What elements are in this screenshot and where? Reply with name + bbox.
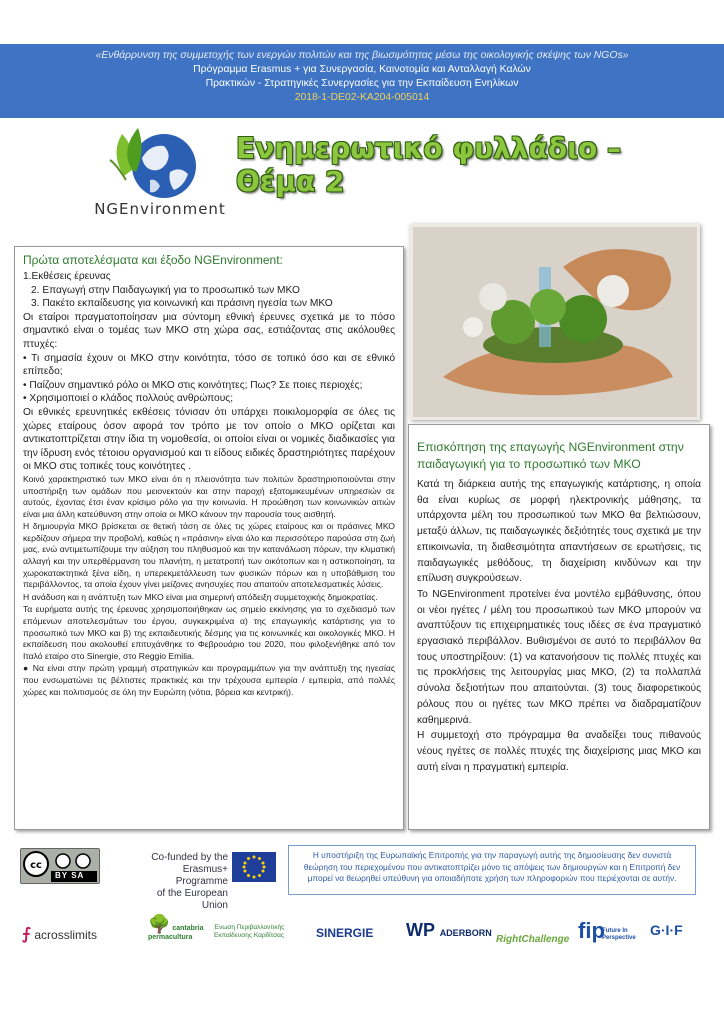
induction-heading: Επισκόπηση της επαγωγής NGEnvironment στην παιδαγωγική για το προσωπικό των ΜΚΟ [417, 440, 684, 471]
program-line-1: Πρόγραμμα Erasmus + για Συνεργασία, Καινοτομία και Ανταλλαγή Καλών [193, 64, 531, 75]
partner-wp-paderborn [406, 920, 492, 941]
paragraph: Το NGEnvironment προτείνει ένα μοντέλο εμβάθυνσης, όπου οι νέοι ηγέτες / μέλη του προσωπικού των ΜΚΟ μπορούν να αναπτύξουν τις επιχειρηματικές τους ιδέες σε ένα πραγματικό εργασιακό περιβάλλον. Βυθισμένοι σε αυτό το περιβάλλον θα τους υποστηρίξουν: (1) να κατανοήσουν τις πολλές πτυχές και τις προκλήσεις της λειτουργίας μιας ΜΚΟ, (2) τα πολλαπλά σύνολα δεξιοτήτων που απαιτούνται. (3) τους διαφορετικούς ρόλους που οι ηγέτες των ΜΚΟ πρέπει να διαδραματίζουν καθημερινά. [417, 588, 701, 726]
partner-name: WP [406, 920, 435, 940]
eu-disclaimer: Η υποστήριξη της Ευρωπαϊκής Επιτροπής για την παραγωγή αυτής της δημοσίευσης δεν συνιστά θεώρηση του περιεχομένου που αντικατοπτρίζει μόνο τις απόψεις των δημιουργών και η Επιτροπή δεν μπορεί να θεωρηθεί υπεύθυνη για οποιαδήποτε χρήση των πληροφοριών που περιέχονται σε αυτήν. [288, 845, 696, 895]
partner-name: RightChallenge [496, 934, 570, 945]
page-title: Ενημερωτικό φυλλάδιο – Θέμα 2 [236, 132, 621, 198]
paragraph: ● Να είναι στην πρώτη γραμμή στρατηγικών και προγραμμάτων για την ανάπτυξη της ηγεσίας που ενσωματώνει τις βέλτιστες πρακτικές και την τρέχουσα εμπειρία / εμπειρία, από πολλές χώρες και πολιτισμούς σε όλη την Ευρώπη (νότια, βόρεια και κεντρική). [23, 663, 395, 697]
bullet-item: • Παίζουν σημαντικό ρόλο οι ΜΚΟ στις κοινότητες; Πως? Σε ποιες περιοχές; [23, 379, 363, 391]
partner-gif [650, 922, 683, 938]
partner-name: acrosslimits [34, 928, 98, 942]
project-code: 2018-1-DE02-KA204-005014 [294, 92, 430, 103]
paragraph: Η συμμετοχή στο πρόγραμμα θα αναδείξει τους πιθανούς νέους ηγέτες σε πολλές πτυχές της διαχείρισης μιας ΜΚΟ και αυτή είναι η πραγματική εμπειρία. [417, 730, 701, 773]
list-item: 3. Πακέτο εκπαίδευσης για κοινωνική και πράσινη ηγεσία των ΜΚΟ [31, 298, 333, 310]
paragraph: Κατά τη διάρκεια αυτής της επαγωγικής κατάρτισης, η οποία θα είναι κυρίως σε μορφή ηλεκτρονικής μάθησης, τα υπάρχοντα μέλη του προσωπικού των ΜΚΟ θα βελτιώσουν, μεταξύ άλλων, τις παιδαγωγικές δεξιότητές τους σχετικά με την επικοινωνία, τη διαθεσιμότητα απαντήσεων σε ερωτήσεις, τις παιδαγωγικές μεθόδους, τη διαχείριση κινδύνων και την επίλυση συγκρούσεων. [417, 479, 701, 585]
partner-name: fip [578, 918, 605, 943]
eu-line: Co-funded by the [151, 852, 228, 863]
partner-fip [578, 918, 646, 942]
hands-holding-earth-image [413, 227, 697, 417]
paragraph: Κοινό χαρακτηριστικό των ΜΚΟ είναι ότι η πλειονότητα των πολιτών δραστηριοποιούνται στην υποστήριξη των ομάδων που μειονεκτούν και στην παροχή εξατομικευμένων υπηρεσιών σε αυτούς, έχοντας έτσι έναν κρίσιμο ρόλο για την κοινωνία. Η προώθηση των κοινωνικών αιτιών είναι μια άλλη κατεύθυνση στην οποία οι ΜΚΟ κάνουν την παρουσία τους αισθητή. [23, 473, 395, 519]
cc-by-sa-badge [20, 848, 100, 884]
partner-cantabria [148, 914, 218, 942]
partner-acrosslimits [22, 924, 97, 944]
eu-flag-icon [232, 852, 276, 882]
results-heading: Πρώτα αποτελέσματα και έξοδο NGEnvironment: [23, 253, 283, 267]
list-item: 2. Επαγωγή στην Παιδαγωγική για το προσωπικό των ΜΚΟ [31, 284, 300, 296]
paragraph: Η δημιουργία ΜΚΟ βρίσκεται σε θετική τάση σε όλες τις χώρες εταίρους και οι πράσινες ΜΚΟ κερδίζουν σήμερα την προβολή, καθώς η «πράσινη» είναι όλο και περισσότερο παρούσα στη ζωή μας, ενώ αντιμετωπίζουμε την αύξηση του πληθυσμού και την κατανάλωση πόρων, την κλιματική αλλαγή και την υπερθέρμανση του πλανήτη, η μετατροπή των οικότοπων και η αστικοποίηση, τα χωροκατακτητικά ξένα είδη, η υπερεκμετάλλευση των φυσικών πόρων και η υποβάθμιση του περιβάλλοντος, τα οποία έχουν γίνει μείζονες ανησυχίες που απαιτούν αποτελεσματικές λύσεις. [23, 521, 395, 590]
paragraph: Τα ευρήματα αυτής της έρευνας χρησιμοποιήθηκαν ως σημείο εκκίνησης για το σχεδιασμό των επόμενων αποτελεσμάτων του έργου, συγκεκριμένα α) της επαγωγικής κατάρτισης για το προσωπικό των ΜΚΟ και β) της εκπαιδευτικής δέσμης για τις κοινωνικές και οικολογικές ΜΚΟ. Η εκπαίδευση που ακολουθεί επιτυχάνθηκε το Φεβρουάριο του 2020, που φιλοξενήθηκε από τον Ιταλό εταίρο στο Sinergie, στο Reggio Emilia. [23, 604, 395, 661]
svg-text:cc: cc [30, 860, 42, 871]
induction-section [408, 424, 710, 830]
partner-name: G·I·F [650, 922, 683, 938]
partner-sub: Future In Perspective [602, 928, 636, 941]
header-banner [0, 44, 724, 118]
program-line-2: Πρακτικών - Στρατηγικές Συνεργασίες για την Εκπαίδευση Ενηλίκων [205, 78, 519, 89]
partner-rightchallenge [496, 934, 569, 945]
paragraph: Η ανάδυση και η ανάπτυξη των ΜΚΟ είναι μια σημερινή απόδειξη συμμετοχικής δημοκρατίας. [23, 591, 378, 602]
bullet-item: • Τι σημασία έχουν οι ΜΚΟ στην κοινότητα, τόσο σε τοπικό όσο και σε εθνικό επίπεδο; [23, 352, 395, 378]
logo-wordmark: NGEnvironment [94, 200, 226, 218]
partner-sinergie [316, 926, 373, 940]
paragraph: Οι εταίροι πραγματοποίησαν μια σύντομη εθνική έρευνες σχετικά με το πόσο σημαντικό είναι ο τομέας των ΜΚΟ στη χώρα σας, εστιάζοντας στις ακόλουθες πτυχές: [23, 311, 395, 350]
acrosslimits-icon: ⨍ [22, 926, 31, 943]
project-subtitle: «Ενθάρρυνση της συμμετοχής των ενεργών πολιτών και της βιωσιμότητας μέσω της οικολογικής σκέψης των NGOs» [95, 50, 629, 61]
results-section [14, 246, 404, 830]
cc-label: BY SA [55, 871, 85, 880]
eu-line: of the European Union [156, 888, 228, 911]
partner-name: SINERGIE [316, 926, 374, 940]
list-item: 1.Εκθέσεις έρευνας [23, 271, 111, 282]
tree-icon: 🌳 [148, 914, 171, 934]
eu-line: Erasmus+ Programme [175, 864, 228, 887]
partner-enosi [214, 924, 292, 940]
eu-cofunded-text [128, 852, 228, 912]
partner-sub: ADERBORN [439, 928, 492, 938]
bullet-item: • Χρησιμοποιεί ο κλάδος πολλούς ανθρώπους; [23, 393, 234, 405]
hands-nature-photo [410, 224, 700, 420]
partner-name: cantabria permacultura [148, 925, 204, 941]
paragraph: Οι εθνικές ερευνητικές εκθέσεις τόνισαν ότι υπάρχει ποικιλομορφία σε όλες τις χώρες εταίρους όσον αφορά τον τρόπο με τον οποίο ο ΜΚΟ ορίζεται και αντικατοπτρίζεται στην ίδια τη νομοθεσία, οι οποίοι είναι οι νομικές διαδικασίες για την ίδρυση ενός τέτοιου οργανισμού και τι είδους ειδικές δραστηριότητες παρέχουν οι ΜΚΟ στις τοπικές τους κοινότητες . [23, 406, 395, 473]
partner-name: Ένωση Περιβαλλοντικής Εκπαίδευσης Καρδίτσας [214, 924, 285, 939]
partner-logos [0, 910, 724, 980]
